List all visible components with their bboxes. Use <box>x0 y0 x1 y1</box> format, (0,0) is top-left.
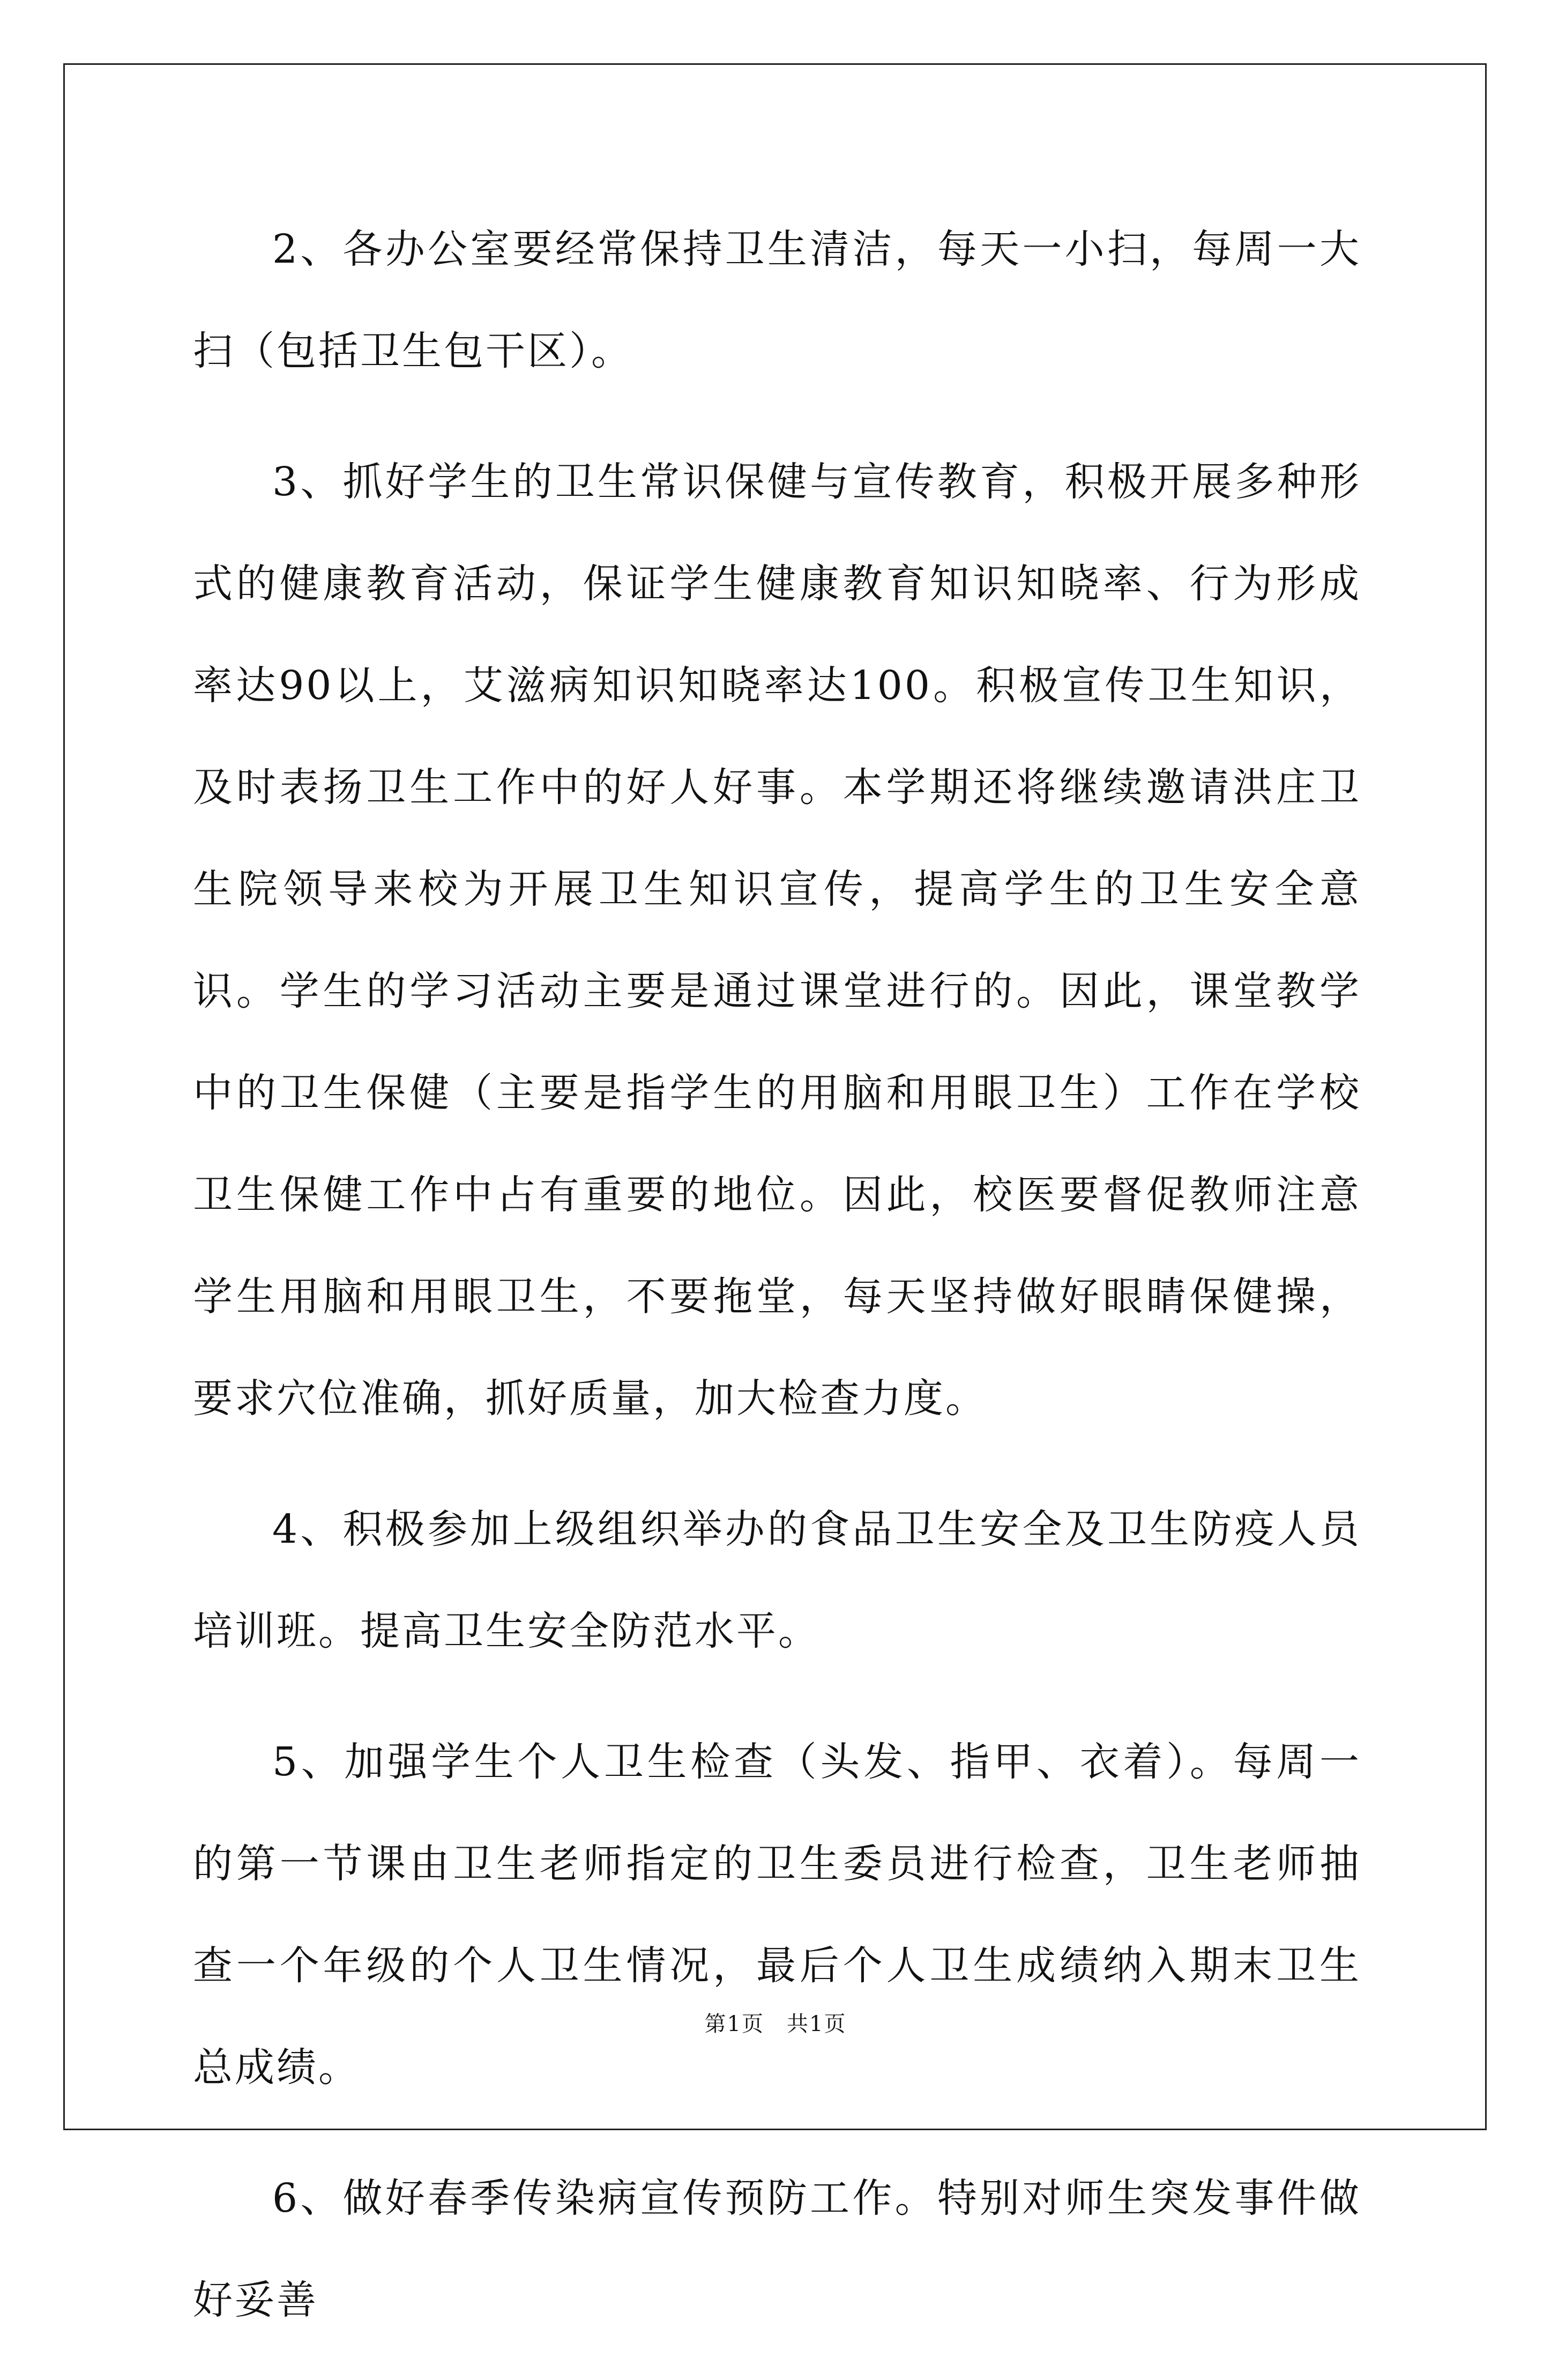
paragraph-item-4: 4、积极参加上级组织举办的食品卫生安全及卫生防疫人员培训班。提高卫生安全防范水平。 <box>193 1506 1361 1654</box>
paragraph-item-3: 3、抓好学生的卫生常识保健与宣传教育，积极开展多种形式的健康教育活动，保证学生健康教育知识知晓率、行为形成率达90以上，艾滋病知识知晓率达100。积极宣传卫生知识，及时表扬卫生工作中的好人好事。本学期还将继续邀请洪庄卫生院领导来校为开展卫生知识宣传，提高学生的卫生安全意识。学生的学习活动主要是通过课堂进行的。因此，课堂教学中的卫生保健（主要是指学生的用脑和用眼卫生）工作在学校卫生保健工作中占有重要的地位。因此，校医要督促教师注意学生用脑和用眼卫生，不要拖堂，每天坚持做好眼睛保健操，要求穴位准确，抓好质量，加大检查力度。 <box>193 459 1361 1422</box>
paragraph-item-5: 5、加强学生个人卫生检查（头发、指甲、衣着）。每周一的第一节课由卫生老师指定的卫生委员进行检查，卫生老师抽查一个年级的个人卫生情况，最后个人卫生成绩纳入期末卫生总成绩。 <box>193 1739 1361 2091</box>
paragraph-item-2: 2、各办公室要经常保持卫生清洁，每天一小扫，每周一大扫（包括卫生包干区）。 <box>193 226 1361 374</box>
paragraph-item-6: 6、做好春季传染病宣传预防工作。特别对师生突发事件做好妥善 <box>193 2175 1361 2323</box>
page-number-footer: 第1页 共1页 <box>704 2012 847 2036</box>
document-body <box>193 198 1361 2380</box>
